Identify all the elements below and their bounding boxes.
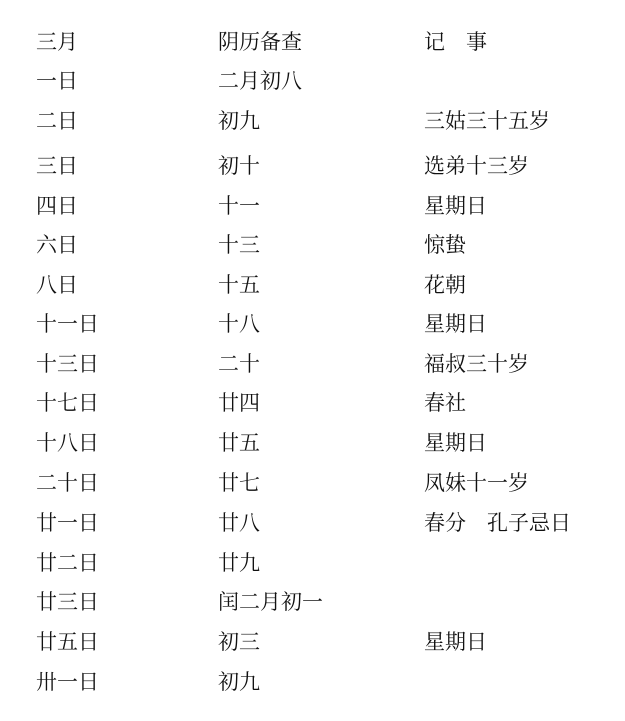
lunar-cell: 廿八 (218, 511, 260, 535)
date-cell: 廿五日 (36, 630, 99, 654)
date-cell: 三日 (36, 154, 78, 178)
table-row (0, 468, 625, 498)
lunar-cell: 廿四 (218, 391, 260, 415)
date-cell: 六日 (36, 233, 78, 257)
date-cell: 卅一日 (36, 670, 99, 694)
date-cell: 廿一日 (36, 511, 99, 535)
header-notes: 记 事 (424, 30, 487, 54)
table-row (0, 230, 625, 260)
lunar-cell: 廿七 (218, 471, 260, 495)
lunar-cell: 二月初八 (218, 69, 302, 93)
note-cell: 星期日 (424, 194, 487, 218)
table-row (0, 349, 625, 379)
date-cell: 二日 (36, 109, 78, 133)
table-row (0, 309, 625, 339)
note-cell: 凤妹十一岁 (424, 471, 529, 495)
lunar-cell: 初九 (218, 670, 260, 694)
lunar-cell: 十一 (218, 194, 260, 218)
table-row (0, 667, 625, 697)
lunar-cell: 廿五 (218, 431, 260, 455)
lunar-cell: 初十 (218, 154, 260, 178)
note-cell: 花朝 (424, 273, 466, 297)
table-row (0, 627, 625, 657)
date-cell: 廿二日 (36, 551, 99, 575)
lunar-cell: 闰二月初一 (218, 590, 323, 614)
table-row (0, 270, 625, 300)
note-cell: 春分 孔子忌日 (424, 511, 571, 535)
note-cell: 选弟十三岁 (424, 154, 529, 178)
date-cell: 十七日 (36, 391, 99, 415)
table-row (0, 428, 625, 458)
lunar-cell: 二十 (218, 352, 260, 376)
date-cell: 八日 (36, 273, 78, 297)
note-cell: 星期日 (424, 312, 487, 336)
lunar-cell: 廿九 (218, 551, 260, 575)
date-cell: 二十日 (36, 471, 99, 495)
note-cell: 三姑三十五岁 (424, 109, 550, 133)
lunar-cell: 初九 (218, 109, 260, 133)
date-cell: 廿三日 (36, 590, 99, 614)
table-row (0, 388, 625, 418)
table-row (0, 151, 625, 181)
note-cell: 惊蛰 (424, 233, 466, 257)
table-row (0, 106, 625, 136)
table-row (0, 508, 625, 538)
table-row (0, 66, 625, 96)
note-cell: 福叔三十岁 (424, 352, 529, 376)
note-cell: 星期日 (424, 630, 487, 654)
lunar-cell: 十八 (218, 312, 260, 336)
header-month: 三月 (36, 30, 78, 54)
note-cell: 星期日 (424, 431, 487, 455)
header-row (0, 27, 625, 57)
table-row (0, 191, 625, 221)
date-cell: 十一日 (36, 312, 99, 336)
lunar-cell: 十五 (218, 273, 260, 297)
lunar-cell: 初三 (218, 630, 260, 654)
date-cell: 十三日 (36, 352, 99, 376)
table-row (0, 548, 625, 578)
table-row (0, 587, 625, 617)
date-cell: 一日 (36, 69, 78, 93)
lunar-cell: 十三 (218, 233, 260, 257)
header-lunar: 阴历备查 (218, 30, 302, 54)
date-cell: 四日 (36, 194, 78, 218)
note-cell: 春社 (424, 391, 466, 415)
date-cell: 十八日 (36, 431, 99, 455)
